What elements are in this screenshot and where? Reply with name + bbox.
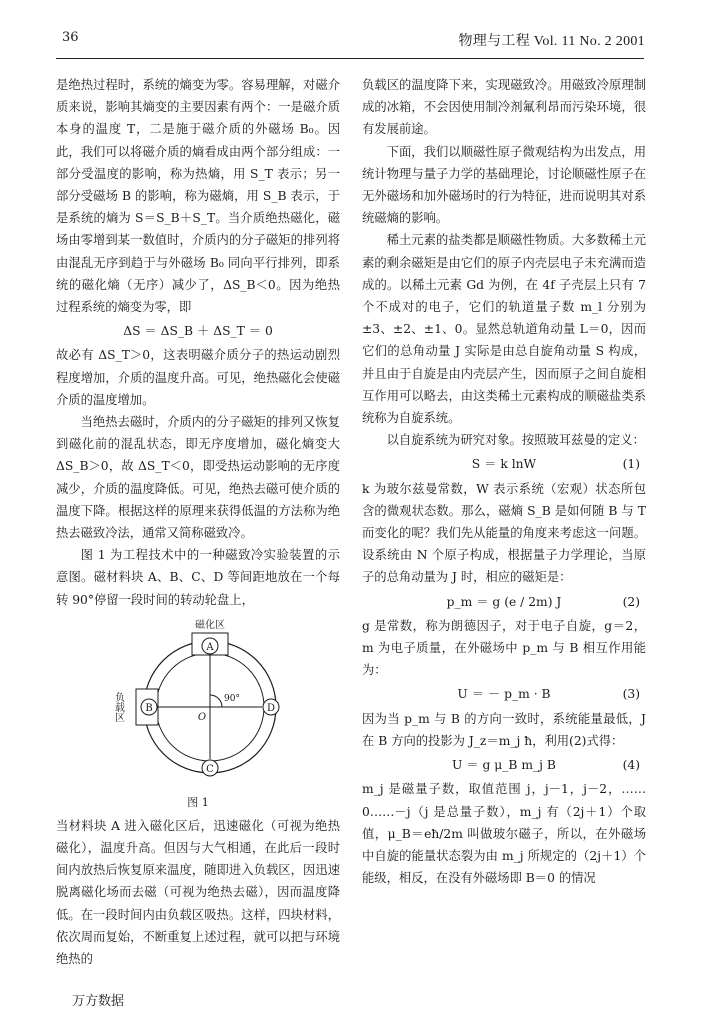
equation-3-body: U ＝ － p_m · B bbox=[457, 687, 551, 702]
block-d-label: D bbox=[266, 702, 276, 714]
left-equation-1: ΔS ＝ ΔS_B ＋ ΔS_T ＝ 0 bbox=[123, 324, 273, 339]
right-paragraph-1: 负载区的温度降下来，实现磁致冷。用磁致冷原理制成的冰箱，不会因使用制冷剂氟利昂而污染环境，很有发展前途。 bbox=[362, 78, 646, 137]
block-a-label: A bbox=[206, 641, 214, 653]
angle-arc bbox=[210, 695, 222, 707]
equation-2-number: (2) bbox=[622, 594, 640, 609]
running-title: 物理与工程 Vol. 11 No. 2 2001 bbox=[458, 34, 645, 49]
right-paragraph-8: m_j 是磁量子数，取值范围 j，j－1，j－2，……0……－j（j 是总量子数），m_j 有（2j＋1）个取值，μ_B＝eħ/2m 叫做玻尔磁子，所以，在外磁场中自旋的能量状态裂为由 m_j 所规定的（2j＋1）个能级，相反，在没有外磁场即 B＝0 的情况 bbox=[362, 782, 646, 886]
equation-2-body: p_m ＝ g (e / 2m) J bbox=[446, 594, 562, 609]
equation-1-body: S ＝ k lnW bbox=[471, 457, 537, 472]
left-paragraph-1: 是绝热过程时，系统的熵变为零。容易理解，对磁介质来说，影响其熵变的主要因素有两个：一是磁介质本身的温度 T，二是施于磁介质的外磁场 B₀。因此，我们可以将磁介质的熵看成由两个部分组成：一部分受温度的影响，称为热熵，用 S_T 表示；另一部分受磁场 B 的影响，称为磁熵，用 S_B 表示，于是系统的熵为 S＝S_B＋S_T。当介质绝热磁化，磁场由零增到某一数值时，介质内的分子磁矩的排列将由混乱无序到趋于与外磁场 B₀ 同向平行排列，即系统的磁化熵（无序）减少了，ΔS_B＜0。因为绝热过程系统的熵变为零，即 bbox=[56, 78, 340, 315]
right-paragraph-5: k 为玻尔兹曼常数，W 表示系统（宏观）状态所包含的微观状态数。那么，磁熵 S_B 是如何随 B 与 T 而变化的呢？我们先从能量的角度来考虑这一问题。设系统由 N 个原子构成，根据量子力学理论，当原子的总角动量为 J 时，相应的磁矩是： bbox=[362, 481, 646, 585]
equation-1 bbox=[362, 453, 646, 475]
load-zone-label: 负载区 bbox=[112, 691, 124, 722]
magnetization-zone-label: 磁化区 bbox=[195, 619, 225, 631]
figure-1-diagram bbox=[56, 617, 340, 791]
header-rule bbox=[56, 58, 644, 59]
left-paragraph-5: 当材料块 A 进入磁化区后，迅速磁化（可视为绝热磁化），温度升高。但因与大气相通，在此后一段时间内放热后恢复原来温度，随即进入负载区，因迅速脱离磁化场而去磁（可视为绝热去磁），因而温度降低。在一段时间内由负载区吸热。这样，四块材料，依次周而复始，不断重复上述过程，就可以把与环境绝热的 bbox=[56, 818, 340, 967]
left-paragraph-2: 故必有 ΔS_T＞0，这表明磁介质分子的热运动剧烈程度增加，介质的温度升高。可见，绝热磁化会使磁介质的温度增加。 bbox=[56, 348, 340, 407]
figure-1-caption: 图 1 bbox=[187, 795, 209, 809]
equation-1-number: (1) bbox=[622, 457, 640, 472]
equation-3-number: (3) bbox=[622, 687, 640, 702]
footer-watermark: 万方数据 bbox=[72, 994, 125, 1009]
right-paragraph-6: g 是常数，称为朗德因子，对于电子自旋，g＝2，m 为电子质量，在外磁场中 p_m 与 B 相互作用能为： bbox=[362, 618, 646, 678]
right-paragraph-4: 以自旋系统为研究对象。按照玻耳兹曼的定义： bbox=[386, 433, 645, 448]
angle-label: 90° bbox=[224, 693, 240, 704]
equation-3 bbox=[362, 683, 646, 705]
right-paragraph-7: 因为当 p_m 与 B 的方向一致时，系统能量最低，J 在 B 方向的投影为 J_z＝m_j ħ，利用(2)式得： bbox=[362, 711, 646, 748]
center-label: O bbox=[197, 711, 207, 723]
equation-4-number: (4) bbox=[622, 758, 640, 773]
equation-4-body: U ＝ g μ_B m_j B bbox=[452, 758, 556, 773]
left-column bbox=[56, 74, 340, 970]
left-paragraph-4: 图 1 为工程技术中的一种磁致冷实验装置的示意图。磁材料块 A、B、C、D 等间距地放在一个每转 90°停留一段时间的转动轮盘上， bbox=[56, 548, 340, 607]
equation-4 bbox=[362, 754, 646, 776]
left-paragraph-3: 当绝热去磁时，介质内的分子磁矩的排列又恢复到磁化前的混乱状态，即无序度增加，磁化熵变大 ΔS_B＞0，故 ΔS_T＜0，即受热运动影响的无序度减少，介质的温度降低。可见，绝热去磁可使介质的温度下降。根据这样的原理来获得低温的方法称为绝热去磁致冷法，通常又简称磁致冷。 bbox=[56, 415, 340, 541]
right-column bbox=[362, 74, 646, 889]
block-c-label: C bbox=[206, 763, 214, 775]
equation-2 bbox=[362, 591, 646, 613]
block-b-label: B bbox=[145, 702, 153, 714]
right-paragraph-2: 下面，我们以顺磁性原子微观结构为出发点，用统计物理与量子力学的基础理论，讨论顺磁性原子在无外磁场和加外磁场时的行为特征，进而说明其对系统磁熵的影响。 bbox=[362, 144, 646, 226]
page-number: 36 bbox=[62, 30, 79, 45]
figure-1 bbox=[56, 617, 340, 791]
right-paragraph-3: 稀土元素的盐类都是顺磁性物质。大多数稀土元素的剩余磁矩是由它们的原子内壳层电子未充满而造成的。以稀土元素 Gd 为例，在 4f 子壳层上只有 7 个不成对的电子，它们的轨道量子数 m_l 分别为 ±3、±2、±1、0。显然总轨道角动量 L＝0，因而它们的总角动量 J 实际是由总自旋角动量 S 构成，并且由于自旋是由内壳层产生，因而原子之间自旋相互作用可以略去，由这类稀土元素构成的顺磁盐类系统称为自旋系统。 bbox=[362, 233, 646, 426]
